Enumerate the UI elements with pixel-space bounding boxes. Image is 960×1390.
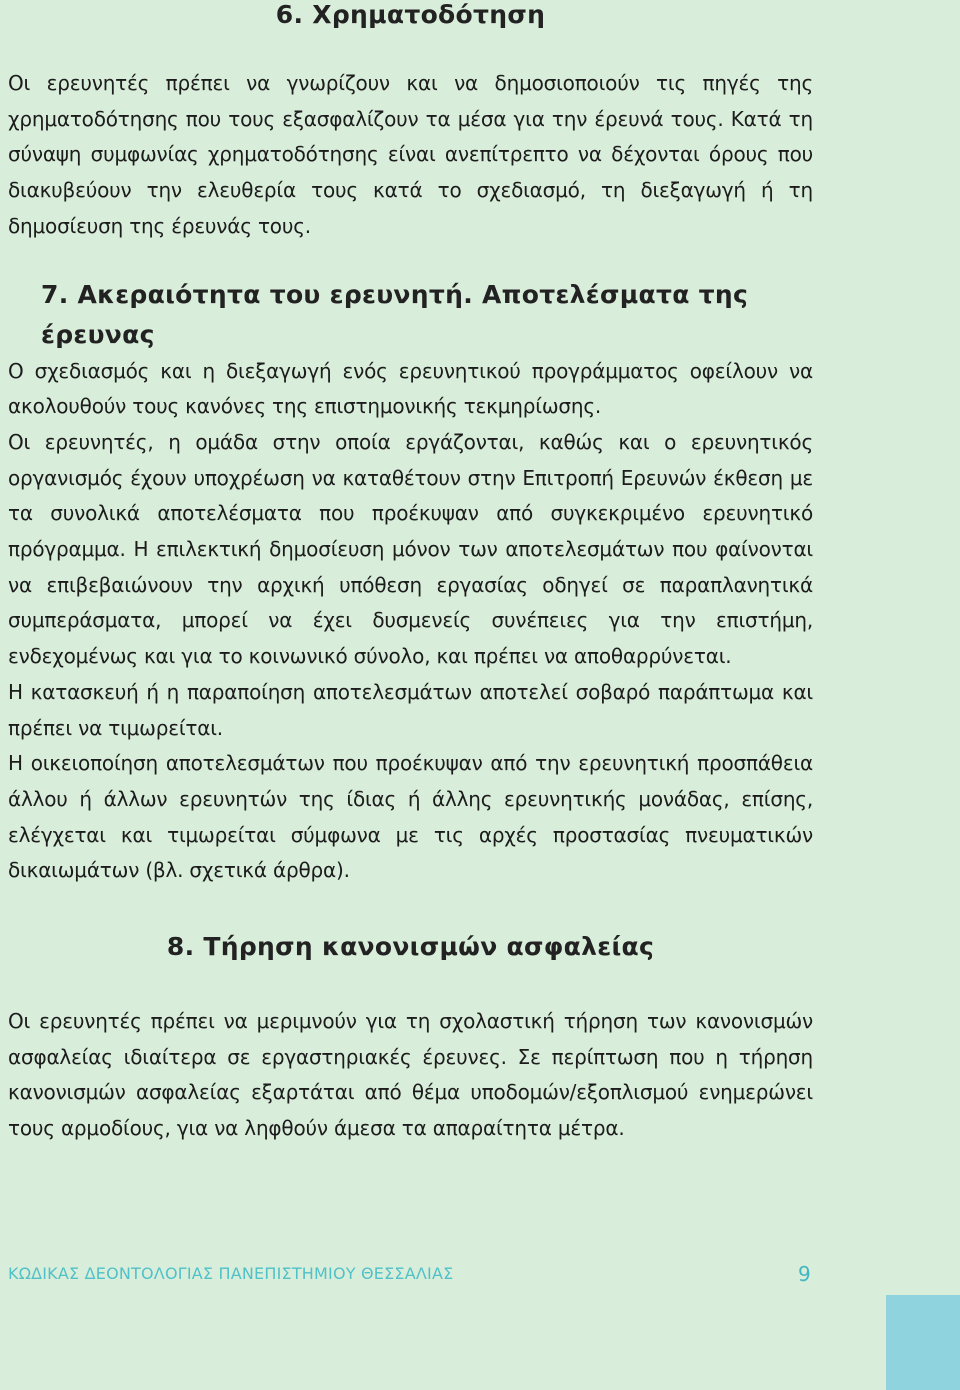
section-8-paragraph: Οι ερευνητές πρέπει να μεριμνούν για τη σχολαστική τήρηση των κανονισμών ασφαλείας ιδιαίτερα σε εργαστηριακές έρευνες. Σε περίπτωση που η τήρηση κανονισμών ασφαλείας εξαρτάται από θέμα υποδομών/εξοπλισμού ενημερώνει τους αρμοδίους, για να ληφθούν άμεσα τα απαραίτητα μέτρα.: [8, 1009, 813, 1141]
document-page: [8, 0, 813, 1147]
section-7-heading: 7. Ακεραιότητα του ερευνητή. Αποτελέσματα της έρευνας: [41, 279, 749, 349]
section-7-paragraph-2: Οι ερευνητές, η ομάδα στην οποία εργάζονται, καθώς και ο ερευνητικός οργανισμός έχουν υποχρέωση να καταθέτουν στην Επιτροπή Ερευνών έκθεση με τα συνολικά αποτελέσματα που προέκυψαν από συγκεκριμένο ερευνητικό πρόγραμμα. Η επιλεκτική δημοσίευση μόνον των αποτελεσμάτων που φαίνονται να επιβεβαιώνουν την αρχική υπόθεση εργασίας οδηγεί σε παραπλανητικά συμπεράσματα, μπορεί να έχει δυσμενείς συνέπειες για την επιστήμη, ενδεχομένως και για το κοινωνικό σύνολο, και πρέπει να αποθαρρύνεται.: [8, 429, 813, 669]
section-7-paragraph-1: Ο σχεδιασμός και η διεξαγωγή ενός ερευνητικού προγράμματος οφείλουν να ακολουθούν τους κανόνες της επιστημονικής τεκμηρίωσης.: [8, 358, 813, 419]
corner-decoration: [886, 1295, 960, 1390]
section-6-heading: 6. Χρηματοδότηση: [275, 0, 546, 29]
section-7-paragraph-4: Η οικειοποίηση αποτελεσμάτων που προέκυψαν από την ερευνητική προσπάθεια άλλου ή άλλων ερευνητών της ίδιας ή άλλης ερευνητικής μονάδας, επίσης, ελέγχεται και τιμωρείται σύμφωνα με τις αρχές προστασίας πνευματικών δικαιωμάτων (βλ. σχετικά άρθρα).: [8, 751, 813, 883]
section-6-paragraph: Οι ερευνητές πρέπει να γνωρίζουν και να δημοσιοποιούν τις πηγές της χρηματοδότησης που τους εξασφαλίζουν τα μέσα για την έρευνά τους. Κατά τη σύναψη συμφωνίας χρηματοδότησης είναι ανεπίτρεπτο να δέχονται όρους που διακυβεύουν την ελευθερία τους κατά το σχεδιασμό, τη διεξαγωγή ή τη δημοσίευση της έρευνάς τους.: [8, 71, 813, 238]
page-number: 9: [798, 1262, 811, 1286]
section-8-heading: 8. Τήρηση κανονισμών ασφαλείας: [166, 932, 655, 962]
footer-title: ΚΩΔΙΚΑΣ ΔΕΟΝΤΟΛΟΓΙΑΣ ΠΑΝΕΠΙΣΤΗΜΙΟΥ ΘΕΣΣΑΛΙΑΣ: [8, 1264, 454, 1283]
section-7-paragraph-3: Η κατασκευή ή η παραποίηση αποτελεσμάτων αποτελεί σοβαρό παράπτωμα και πρέπει να τιμωρείται.: [8, 679, 813, 740]
